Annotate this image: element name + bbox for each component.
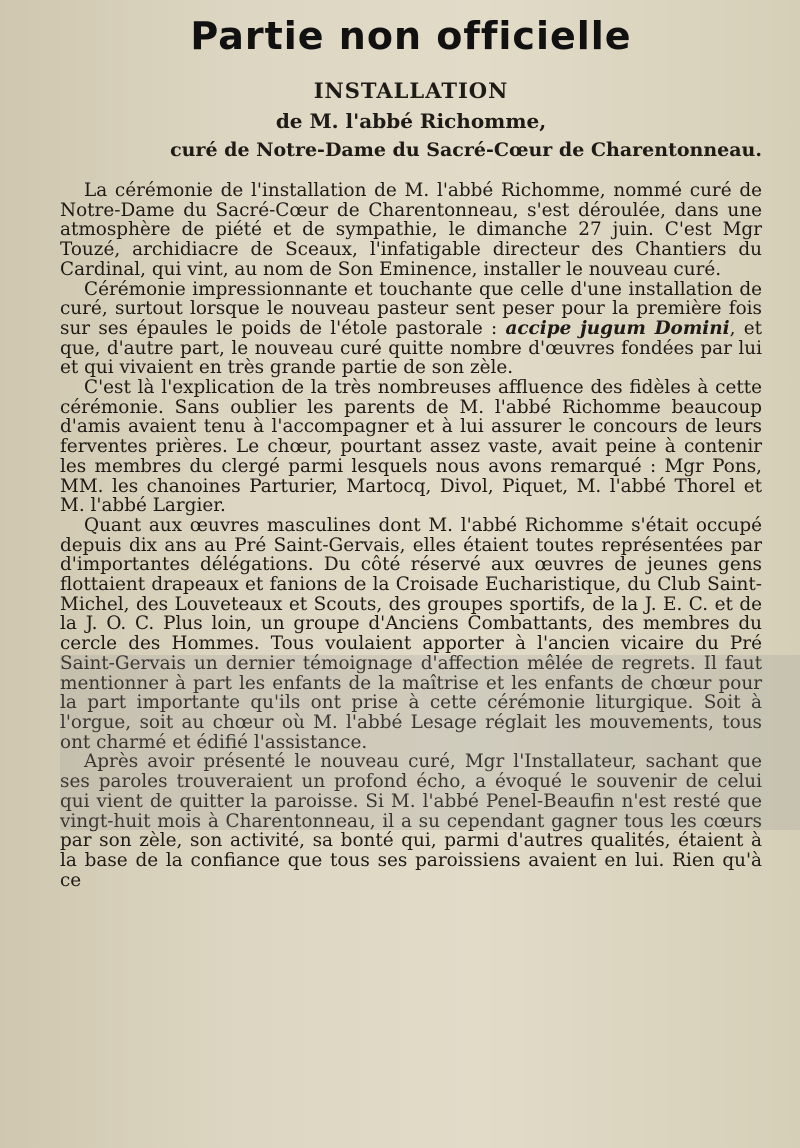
article-subheading-parish: curé de Notre-Dame du Sacré-Cœur de Charentonneau. (170, 139, 762, 161)
paragraph-2 (60, 280, 762, 379)
paragraph-2-text-a: Cérémonie impressionnante et touchante que celle d'une installation de curé, surtout lorsque le nouveau pasteur sent peser pour la première fois sur ses épaules le poids de l'étole pastorale : (60, 278, 762, 339)
highlighted-region (60, 655, 800, 830)
latin-quote: accipe jugum Domini (505, 317, 730, 339)
paragraph-2-text-b: , et que, d'autre part, le nouveau curé quitte nombre d'œuvres fondées par lui et qui vivaient en très grande partie de son zèle. (60, 317, 762, 379)
article-heading: INSTALLATION (313, 78, 509, 103)
paragraph-4: Quant aux œuvres masculines dont M. l'abbé Richomme s'était occupé depuis dix ans au Pré Saint-Gervais, elles étaient toutes représentées par d'importantes délégations. Du côté réservé aux œuvres de jeunes gens flottaient drapeaux et fanions de la Croisade Eucharistique, du Club Saint-Michel, des Louveteaux et Scouts, des groupes sportifs, de la J. E. C. et de la J. O. C. Plus loin, un groupe d'Anciens Combattants, des membres du cercle des Hommes. Tous voulaient apporter à l'ancien vicaire du Pré Saint-Gervais un dernier témoignage d'affection mêlée de regrets. Il faut mentionner à part les enfants de la maîtrise et les enfants de chœur pour la part importante qu'ils ont prise à cette cérémonie liturgique. Soit à l'orgue, soit au chœur où M. l'abbé Lesage réglait les mouvements, tous ont charmé et édifié l'assistance. (60, 514, 762, 753)
article-subheading-name: de M. l'abbé Richomme, (275, 109, 547, 133)
paragraph-3: C'est là l'explication de la très nombreuses affluence des fidèles à cette cérémonie. Sans oublier les parents de M. l'abbé Richomme beaucoup d'amis avaient tenu à l'accompagner et à lui assurer le concours de leurs ferventes prières. Le chœur, pourtant assez vaste, avait peine à contenir les membres du clergé parmi lesquels nous avons remarqué : Mgr Pons, MM. les chanoines Parturier, Martocq, Divol, Piquet, M. l'abbé Thorel et M. l'abbé Largier. (60, 377, 762, 517)
paragraph-5: Après avoir présenté le nouveau curé, Mgr l'Installateur, sachant que ses paroles trouveraient un profond écho, a évoqué le souvenir de celui qui vient de quitter la paroisse. Si M. l'abbé Penel-Beaufin n'est resté que vingt-huit mois à Charentonneau, il a su cependant gagner tous les cœurs par son zèle, son activité, sa bonté qui, parmi d'autres qualités, étaient à la base de la confiance que tous ses paroissiens avaient en lui. Rien qu'à ce (60, 751, 762, 891)
page-title: Partie non officielle (190, 14, 632, 58)
paragraph-1: La cérémonie de l'installation de M. l'abbé Richomme, nommé curé de Notre-Dame du Sacré-Cœur de Charentonneau, s'est déroulée, dans une atmosphère de piété et de sympathie, le dimanche 27 juin. C'est Mgr Touzé, archidiacre de Sceaux, l'infatigable directeur des Chantiers du Cardinal, qui vint, au nom de Son Eminence, installer le nouveau curé. (60, 180, 762, 280)
